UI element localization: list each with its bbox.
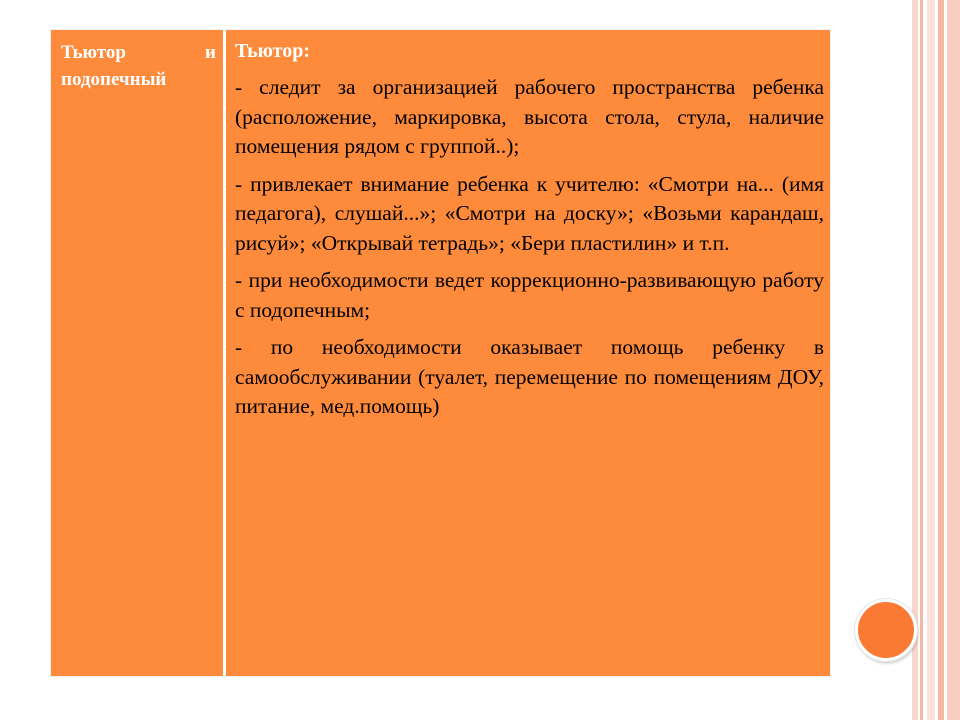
left-header-line2: подопечный xyxy=(61,69,167,90)
cell-divider xyxy=(223,30,226,676)
decorative-circle xyxy=(855,599,917,661)
left-header-line1 xyxy=(61,39,216,66)
paragraph-attention: - привлекает внимание ребенка к учителю: «Смотри на... (имя педагога), слушай...»; «Смотри на доску»; «Возьми карандаш, рисуй»; «Открывай тетрадь»; «Бери пластилин» и т.п. xyxy=(235,171,824,255)
decorative-edge-stripes xyxy=(912,0,960,720)
right-content-cell xyxy=(235,37,824,430)
paragraph-correction: - при необходимости ведет коррекционно-развивающую работу с подопечным; xyxy=(235,268,824,322)
paragraph-workspace: - следит за организацией рабочего пространства ребенка (расположение, маркировка, высота стола, стула, наличие помещения рядом с группой..); xyxy=(235,75,824,158)
stripe xyxy=(947,0,960,720)
paragraph-self-care: - по необходимости оказывает помощь ребенку в самообслуживании (туалет, перемещение по помещениям ДОУ, питание, мед.помощь) xyxy=(235,335,824,418)
content-table xyxy=(50,29,831,677)
right-heading: Тьютор: xyxy=(235,40,311,62)
left-header-word1: Тьютор xyxy=(61,42,126,63)
left-header-cell xyxy=(61,39,216,93)
stripe xyxy=(927,0,935,720)
left-header-word2: и xyxy=(205,42,216,63)
